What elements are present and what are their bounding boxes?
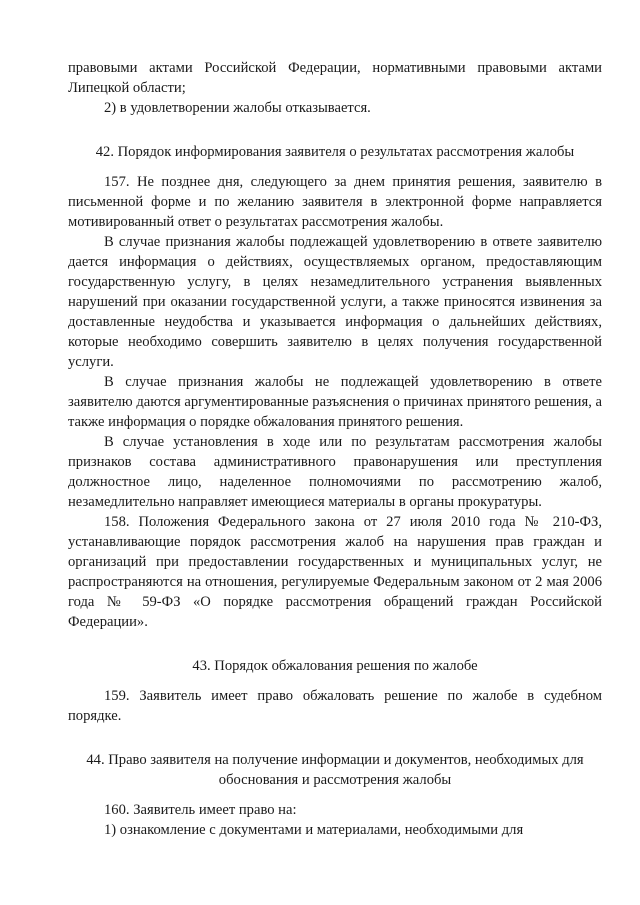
document-page — [68, 58, 602, 840]
spacer — [68, 632, 602, 656]
paragraph: В случае установления в ходе или по результатам рассмотрения жалобы признаков состава административного правонарушения или преступления должностное лицо, наделенное полномочиями по рассмотрению жалоб, незамедлительно направляет имеющиеся материалы в органы прокуратуры. — [68, 434, 602, 510]
spacer — [68, 118, 602, 142]
paragraph: 157. Не позднее дня, следующего за днем принятия решения, заявителю в письменной форме и по желанию заявителя в электронной форме направляется мотивированный ответ о результатах рассмотрения жалобы. — [68, 174, 602, 230]
paragraph: правовыми актами Российской Федерации, нормативными правовыми актами Липецкой области; — [68, 60, 602, 96]
spacer — [68, 162, 602, 172]
section-heading: 43. Порядок обжалования решения по жалобе — [192, 658, 478, 674]
spacer — [68, 790, 602, 800]
spacer — [68, 726, 602, 750]
list-item: 1) ознакомление с документами и материалами, необходимыми для — [104, 822, 524, 838]
paragraph: 160. Заявитель имеет право на: — [104, 802, 297, 818]
paragraph: 159. Заявитель имеет право обжаловать решение по жалобе в судебном порядке. — [68, 688, 602, 724]
section-heading: 44. Право заявителя на получение информации и документов, необходимых для обоснования и рассмотрения жалобы — [86, 752, 584, 788]
paragraph: 158. Положения Федерального закона от 27 июля 2010 года № 210-ФЗ, устанавливающие порядок рассмотрения жалоб на нарушения прав граждан и организаций при предоставлении государственных и муниципальных услуг, не распространяются на отношения, регулируемые Федеральным законом от 2 мая 2006 года № 59-ФЗ «О порядке рассмотрения обращений граждан Российской Федерации». — [68, 514, 602, 630]
spacer — [68, 676, 602, 686]
section-heading: 42. Порядок информирования заявителя о результатах рассмотрения жалобы — [95, 144, 575, 160]
list-item: 2) в удовлетворении жалобы отказывается. — [104, 100, 371, 116]
paragraph: В случае признания жалобы не подлежащей удовлетворению в ответе заявителю даются аргументированные разъяснения о причинах принятого решения, а также информация о порядке обжалования принятого решения. — [68, 374, 602, 430]
paragraph: В случае признания жалобы подлежащей удовлетворению в ответе заявителю дается информация о действиях, осуществляемых органом, предоставляющим государственную услугу, в целях незамедлительного устранения выявленных нарушений при оказании государственной услуги, а также приносятся извинения за доставленные неудобства и указывается информация о дальнейших действиях, которые необходимо совершить заявителю в целях получения государственной услуги. — [68, 234, 602, 370]
